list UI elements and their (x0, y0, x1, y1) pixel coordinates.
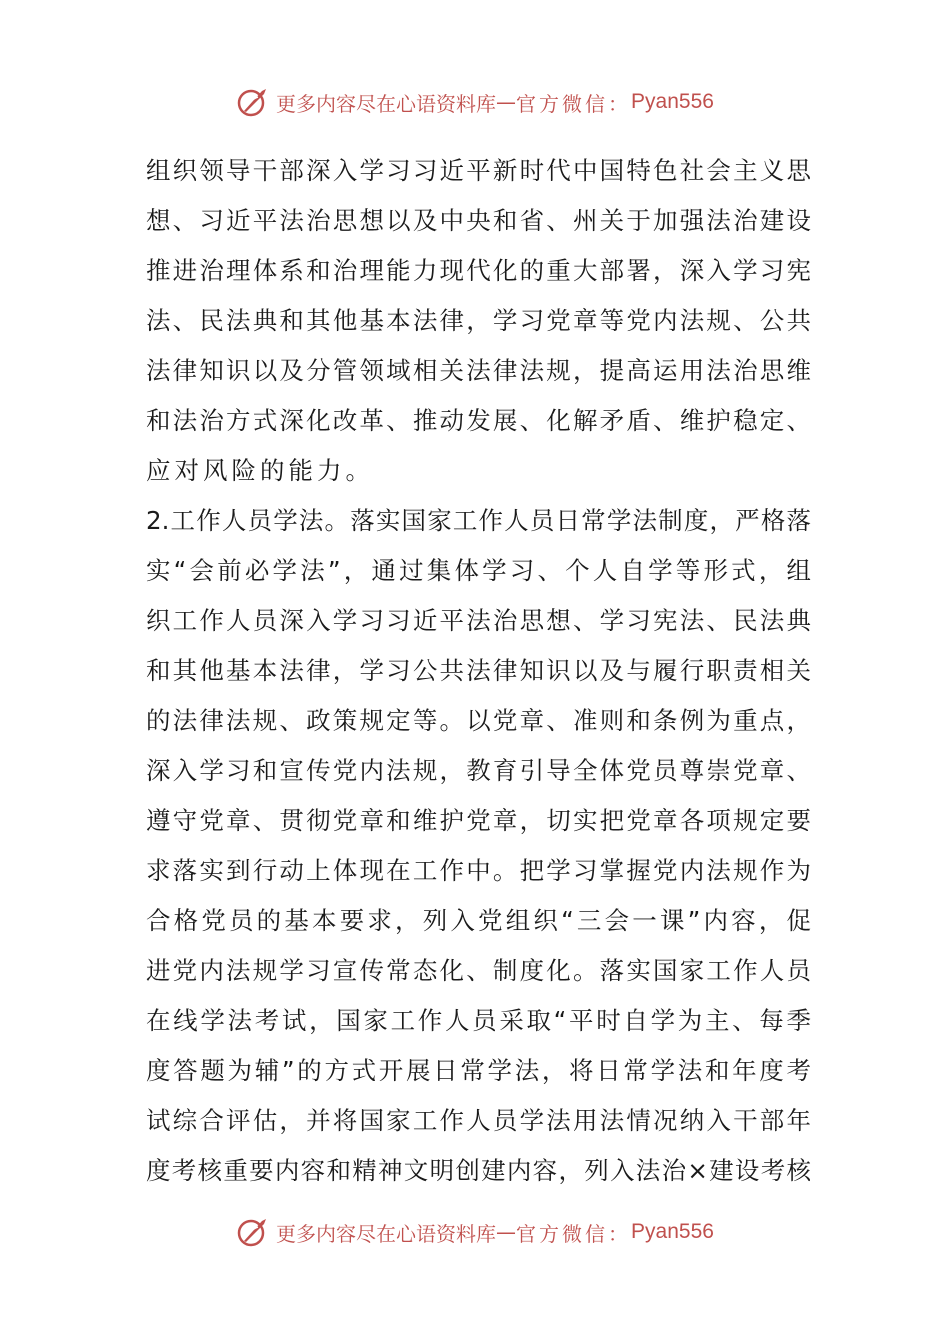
body-line: 试综合评估，并将国家工作人员学法用法情况纳入干部年 (146, 1106, 811, 1135)
body-line: 度考核重要内容和精神文明创建内容，列入法治×建设考核 (146, 1156, 811, 1185)
footer-wechat-label: 官方微信： (516, 1221, 632, 1246)
body-line: 合格党员的基本要求，列入党组织“三会一课”内容，促 (146, 906, 811, 935)
body-line: 和法治方式深化改革、推动发展、化解矛盾、维护稳定、 (146, 406, 811, 435)
body-line: 实“会前必学法”，通过集体学习、个人自学等形式，组 (146, 556, 811, 585)
body-line: 法、民法典和其他基本法律，学习党章等党内法规、公共 (146, 306, 811, 335)
quill-logo-icon (236, 85, 270, 119)
body-line: 组织领导干部深入学习习近平新时代中国特色社会主义思 (146, 156, 811, 185)
document-body (146, 146, 811, 1196)
body-line: 织工作人员深入学习习近平法治思想、学习宪法、民法典 (146, 606, 811, 635)
body-line: 度答题为辅”的方式开展日常学法，将日常学法和年度考 (146, 1056, 811, 1085)
footer-wechat-id: Pyan556 (631, 1220, 714, 1243)
body-line: 法律知识以及分管领域相关法律法规，提高运用法治思维 (146, 356, 811, 385)
header-site-text: 更多内容尽在心语资料库 (276, 91, 497, 116)
body-line: 进党内法规学习宣传常态化、制度化。落实国家工作人员 (146, 956, 811, 985)
quill-logo-icon (236, 1215, 270, 1249)
footer-separator: — (496, 1220, 517, 1244)
body-line: 在线学法考试，国家工作人员采取“平时自学为主、每季 (146, 1006, 811, 1035)
body-line: 深入学习和宣传党内法规，教育引导全体党员尊崇党章、 (146, 756, 811, 785)
body-line: 和其他基本法律，学习公共法律知识以及与履行职责相关 (146, 656, 811, 685)
body-line: 应对风险的能力。 (146, 456, 374, 485)
body-line: 的法律法规、政策规定等。以党章、准则和条例为重点， (146, 706, 811, 735)
header-wechat-id: Pyan556 (631, 90, 714, 113)
body-line: 推进治理体系和治理能力现代化的重大部署，深入学习宪 (146, 256, 811, 285)
header-watermark-banner (0, 82, 950, 122)
body-line: 求落实到行动上体现在工作中。把学习掌握党内法规作为 (146, 856, 811, 885)
footer-watermark-banner (0, 1212, 950, 1252)
body-line: 想、习近平法治思想以及中央和省、州关于加强法治建设 (146, 206, 811, 235)
header-separator: — (496, 90, 517, 114)
header-wechat-label: 官方微信： (516, 91, 632, 116)
footer-site-text: 更多内容尽在心语资料库 (276, 1221, 497, 1246)
body-line: 遵守党章、贯彻党章和维护党章，切实把党章各项规定要 (146, 806, 811, 835)
body-line: 2.工作人员学法。落实国家工作人员日常学法制度，严格落 (146, 506, 811, 535)
